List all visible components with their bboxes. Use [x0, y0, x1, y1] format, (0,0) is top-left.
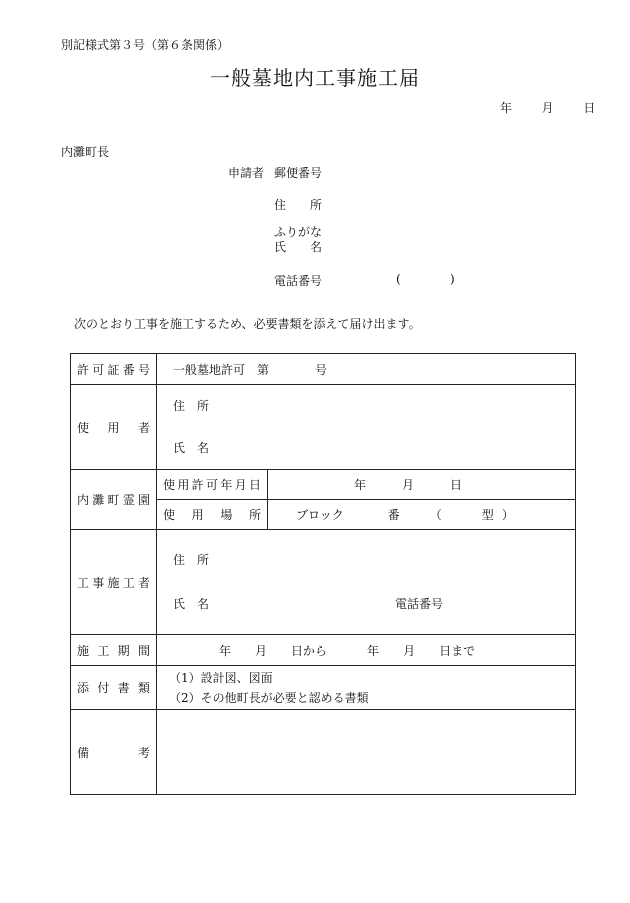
- intro-text: 次のとおり工事を施工するため、必要書類を添えて届け出ます。: [74, 317, 421, 331]
- remarks-header: 備考: [71, 710, 157, 795]
- location-type: 型: [481, 508, 494, 522]
- contractor-address-label: 住 所: [173, 553, 210, 567]
- period-m1: 月: [255, 643, 268, 658]
- location-number: 番: [387, 508, 400, 522]
- location-type-close: ）: [501, 508, 514, 522]
- permit-suffix: 号: [315, 362, 328, 377]
- period-d1: 日から: [291, 643, 328, 658]
- user-cell[interactable]: [157, 385, 576, 470]
- applicant-name-label: 氏 名: [274, 240, 323, 254]
- postal-code-label: 郵便番号: [274, 166, 323, 180]
- addressee: 内灘町長: [61, 145, 110, 159]
- period-cell[interactable]: [157, 635, 576, 666]
- attachments-header: 添付書類: [71, 666, 157, 710]
- user-name-label: 氏 名: [173, 441, 210, 455]
- contractor-name-label: 氏 名: [173, 597, 210, 611]
- attachment-item: （1）設計図、図面: [169, 670, 273, 685]
- table-row: [71, 530, 576, 635]
- permit-date-header: 使用許可年月日: [157, 470, 268, 500]
- application-table: [70, 353, 576, 795]
- user-address-label: 住 所: [173, 399, 210, 413]
- location-cell[interactable]: [268, 500, 576, 530]
- location-header: 使用場所: [157, 500, 268, 530]
- table-row: [71, 470, 576, 500]
- period-d2: 日まで: [439, 643, 476, 658]
- attachment-item: （2）その他町長が必要と認める書類: [169, 690, 369, 705]
- date-year: 年: [500, 101, 513, 115]
- form-number: 別記様式第３号（第６条関係）: [61, 38, 230, 52]
- page-title: 一般墓地内工事施工届: [210, 66, 420, 90]
- table-row: [71, 710, 576, 795]
- period-m2: 月: [403, 643, 416, 658]
- table-row: [71, 666, 576, 710]
- permit-date-cell[interactable]: [268, 470, 576, 500]
- submission-date: [500, 99, 595, 116]
- date-day: 日: [583, 101, 596, 115]
- table-row: [71, 385, 576, 470]
- permit-date-month: 月: [402, 478, 415, 492]
- attachments-cell: [157, 666, 576, 710]
- applicant-address-label: 住 所: [274, 198, 323, 212]
- applicant-phone-label: 電話番号: [274, 274, 323, 288]
- phone-paren-open: (: [396, 272, 401, 286]
- permit-prefix: 一般墓地許可 第: [173, 362, 270, 377]
- table-row: [71, 635, 576, 666]
- period-y1: 年: [219, 643, 232, 658]
- permit-date-day: 日: [450, 478, 463, 492]
- location-block: ブロック: [296, 508, 344, 522]
- furigana-label: ふりがな: [274, 225, 323, 239]
- period-y2: 年: [367, 643, 380, 658]
- contractor-cell[interactable]: [157, 530, 576, 635]
- table-row: [71, 354, 576, 385]
- user-header: 使用者: [71, 385, 157, 470]
- permit-number-header: 許可証番号: [71, 354, 157, 385]
- permit-date-year: 年: [354, 478, 367, 492]
- date-month: 月: [541, 101, 554, 115]
- cemetery-header: 内灘町霊園: [71, 470, 157, 530]
- remarks-cell[interactable]: [157, 710, 576, 795]
- phone-paren-close: ): [450, 272, 455, 286]
- contractor-phone-label: 電話番号: [395, 597, 444, 611]
- applicant-label: 申請者: [228, 166, 265, 180]
- contractor-header: 工事施工者: [71, 530, 157, 635]
- location-type-open: （: [429, 508, 442, 522]
- permit-number-cell[interactable]: [157, 354, 576, 385]
- period-header: 施工期間: [71, 635, 157, 666]
